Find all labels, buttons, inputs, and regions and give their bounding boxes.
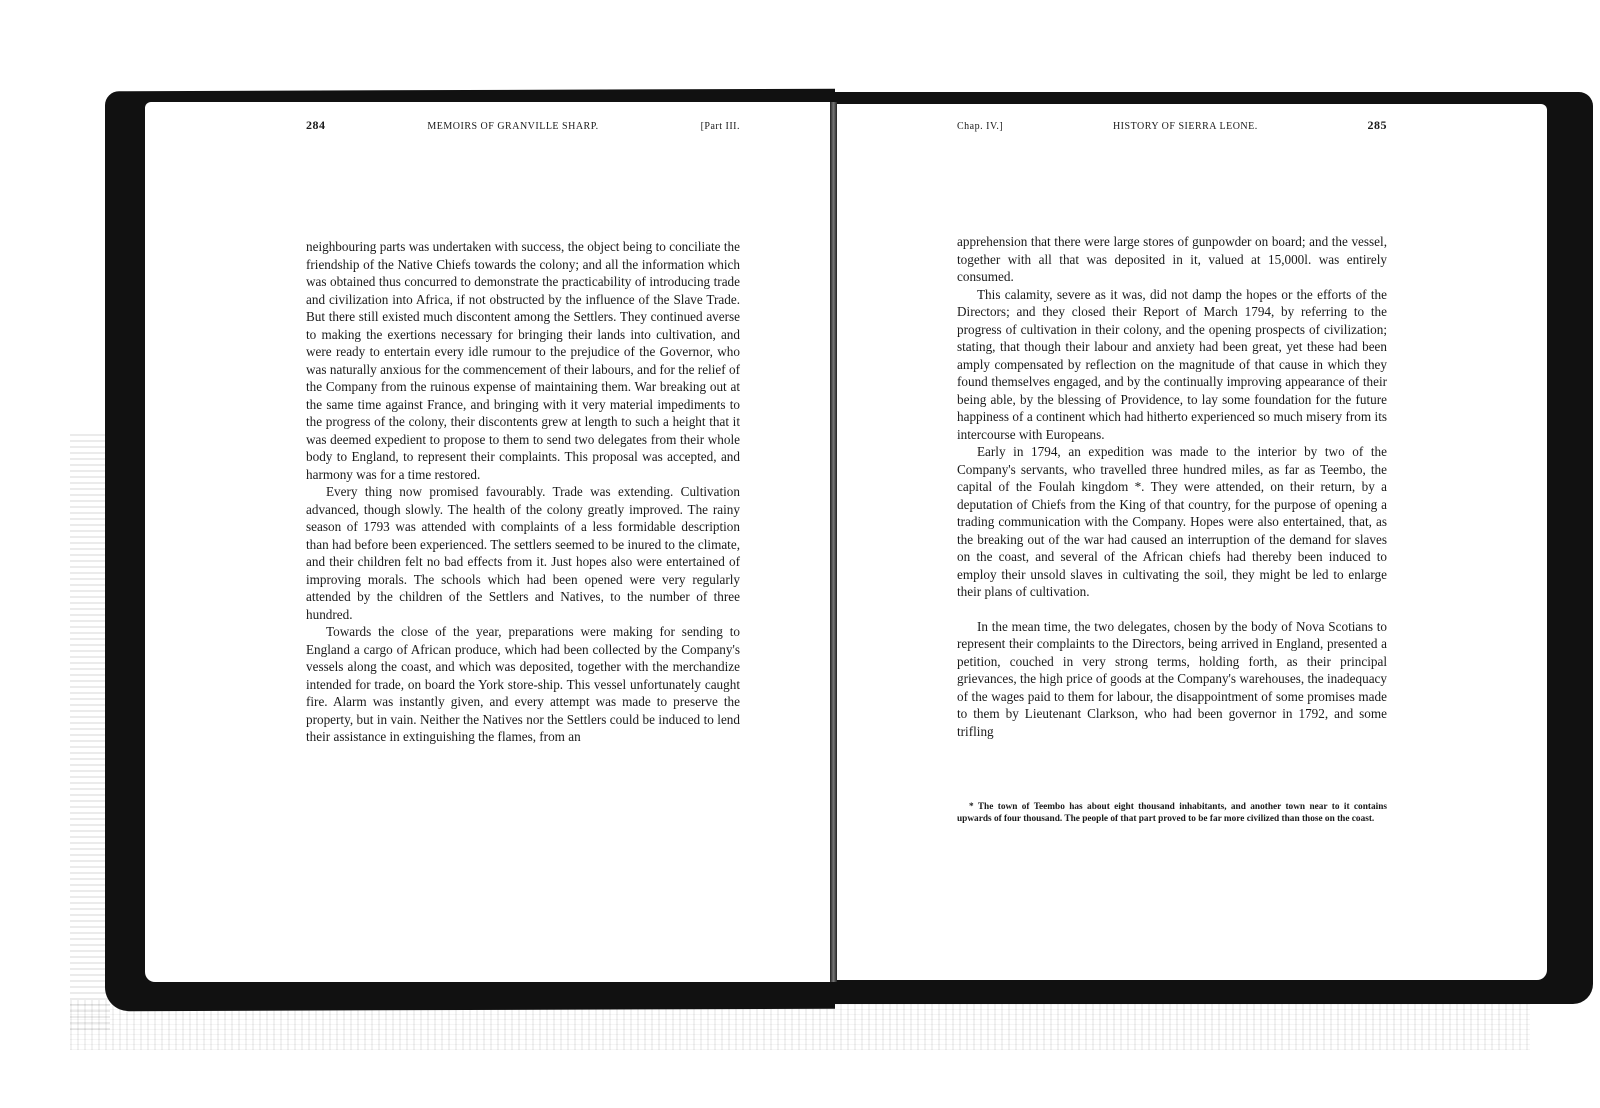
footnote-text: * The town of Teembo has about eight thousand inhabitants, and another town near to it contains upwards of four thousand. The people of that part proved to be far more civilized than those on the coast. (957, 802, 1387, 824)
right-page-body (957, 233, 1387, 740)
book-gutter (830, 102, 837, 982)
right-chapter-label: Chap. IV.] (957, 121, 1004, 132)
scan-noise-left (70, 430, 110, 1030)
right-running-title: HISTORY OF SIERRA LEONE. (1112, 121, 1258, 132)
paragraph: In the mean time, the two delegates, chosen by the body of Nova Scotians to represent their complaints to the Directors, being arrived in England, presented a petition, couched in very strong terms, holding forth, as their principal grievances, the high price of goods at the Company's warehouses, the inadequacy of the wages paid to them for labour, the disappointment of some promises made to them by Lieutenant Clarkson, who had been governor in 1792, and some trifling (957, 618, 1387, 739)
paragraph: Towards the close of the year, preparations were making for sending to England a cargo of African produce, which had been collected by the Company's vessels along the coast, and which was deposited, together with the merchandize intended for trade, on board the York store-ship. This vessel unfortunately caught fire. Alarm was instantly given, and every attempt was made to preserve the property, but in vain. Neither the Natives nor the Settlers could be induced to lend their assistance in extinguishing the flames, from an (306, 624, 740, 744)
footnote (957, 801, 1387, 825)
paragraph: Every thing now promised favourably. Trade was extending. Cultivation advanced, though slowly. The health of the colony greatly improved. The rainy season of 1793 was attended with complaints of a less formidable description than had before been experienced. The settlers seemed to be inured to the climate, and their children felt no bad effects from it. Just hopes also were entertained of improving morals. The schools which had been opened were very regularly attended by the children of the Settlers and Natives, to the number of three hundred. (306, 484, 740, 622)
paragraph: This calamity, severe as it was, did not damp the hopes or the efforts of the Directors; and they closed their Report of March 1794, by referring to the progress of cultivation in their colony, and the opening prospects of civilization; stating, that though their labour and anxiety had been great, yet these had been amply compensated by reflection on the magnitude of that cause in which they found themselves engaged, and by the continually improving appearance of their being able, by the blessing of Providence, to lay some foundation for the future happiness of a continent which had hitherto experienced so much misery from its intercourse with Europeans. (957, 286, 1387, 442)
paragraph: neighbouring parts was undertaken with success, the object being to conciliate the friendship of the Native Chiefs towards the colony; and all the information which was obtained thus concurred to demonstrate the practicability of introducing trade and civilization into Africa, if not obstructed by the influence of the Slave Trade. But there still existed much discontent among the Settlers. They continued averse to making the exertions necessary for bringing their lands into cultivation, and were ready to entertain every idle rumour to the prejudice of the Governor, who was naturally anxious for the commencement of their labours, and for the relief of the Company from the ruinous expense of maintaining them. War breaking out at the same time against France, and bringing with it very material impediments to the progress of the colony, their discontents grew at length to such a height that it was deemed expedient to propose to them to send two delegates from their whole body to England, to represent their complaints. This proposal was accepted, and harmony was for a time restored. (306, 239, 740, 482)
paragraph: apprehension that there were large stores of gunpowder on board; and the vessel, together with all that was deposited in it, valued at 15,000l. was entirely consumed. (957, 234, 1387, 284)
left-running-head (306, 118, 740, 133)
left-running-title: MEMOIRS OF GRANVILLE SHARP. (427, 121, 599, 132)
right-running-head (957, 118, 1387, 133)
left-page-number: 284 (306, 118, 326, 132)
left-part-label: [Part III. (700, 121, 740, 132)
paragraph: Early in 1794, an expedition was made to the interior by two of the Company's servants, who travelled three hundred miles, as far as Teembo, the capital of the Foulah kingdom *. They were attended, on their return, by a deputation of Chiefs from the King of that country, for the purpose of opening a trading communication with the Company. Hopes were also entertained, that, as the breaking out of the war had caused an interruption of the demand for slaves on the coast, and several of the African chiefs had thereby been induced to employ their unsold slaves in cultivating the soil, they might be led to enlarge their plans of cultivation. (957, 444, 1387, 599)
left-page-body (306, 238, 740, 746)
right-page-number: 285 (1367, 118, 1387, 132)
